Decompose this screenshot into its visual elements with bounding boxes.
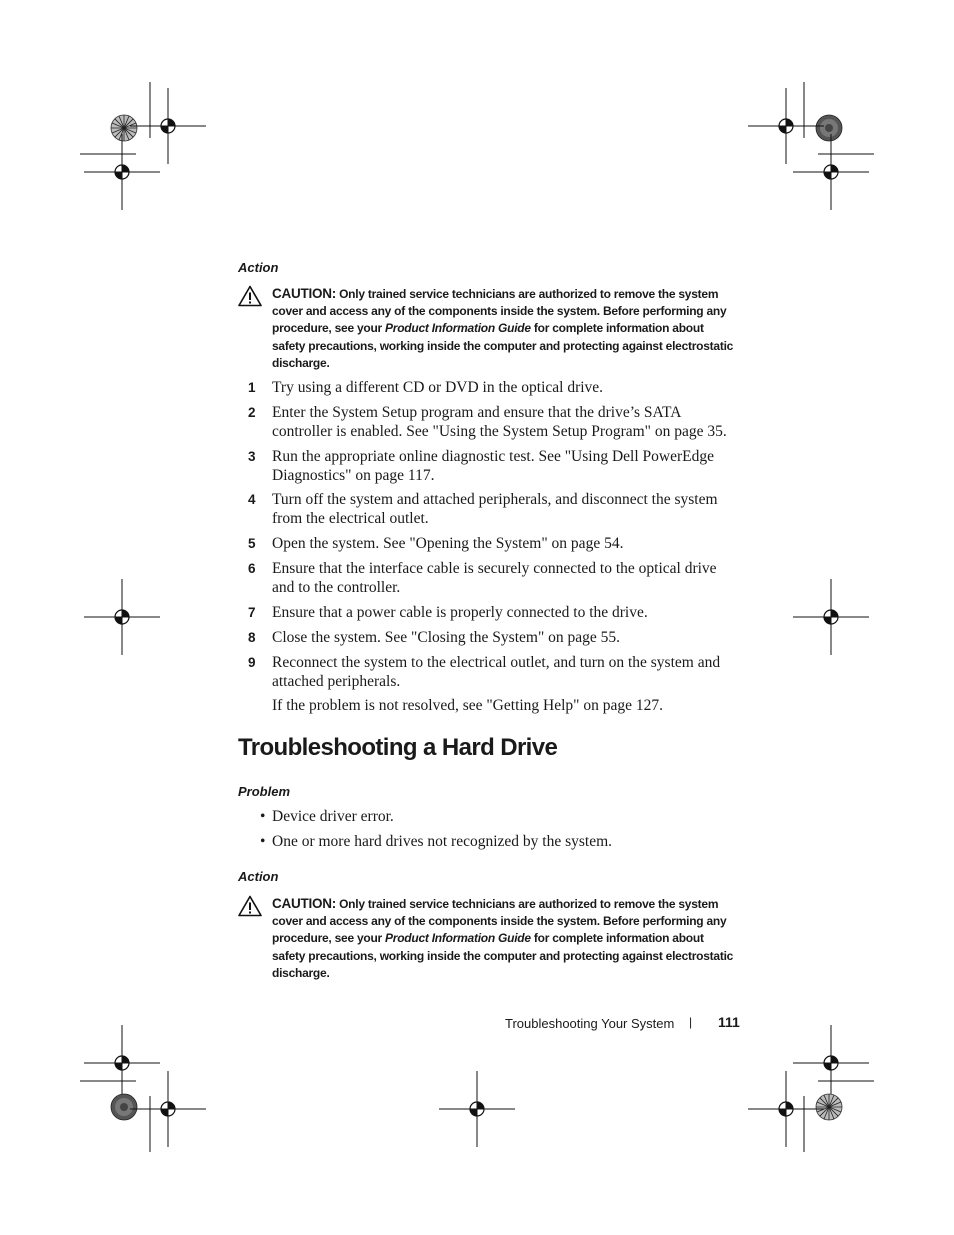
step-number: 3 — [248, 449, 256, 464]
followup-text: If the problem is not resolved, see "Getting Help" on page 127. — [272, 697, 664, 714]
step-8 — [238, 628, 738, 647]
step-text: Run the appropriate online diagnostic test. See "Using Dell PowerEdge Diagnostics" on page 117. — [272, 448, 714, 484]
step-7 — [238, 603, 738, 622]
caution-notice — [238, 895, 738, 982]
step-3 — [238, 447, 738, 485]
step-text: Close the system. See "Closing the System" on page 55. — [272, 629, 621, 646]
step-5 — [238, 534, 738, 553]
footer-separator: | — [689, 1015, 693, 1029]
step-6 — [238, 559, 738, 597]
caution-notice — [238, 285, 738, 372]
warning-triangle-icon — [238, 285, 262, 307]
step-1 — [238, 378, 738, 397]
action-label: Action — [238, 260, 279, 275]
bullet-item — [238, 807, 738, 826]
problem-label: Problem — [238, 784, 291, 799]
step-text: Enter the System Setup program and ensure that the drive’s SATA controller is enabled. See "Using the System Setup Program" on page 35. — [272, 404, 727, 440]
step-text: Ensure that the interface cable is securely connected to the optical drive and to the controller. — [272, 560, 717, 596]
bullet-text: One or more hard drives not recognized by the system. — [272, 833, 613, 850]
caution-text — [272, 285, 738, 372]
step-9 — [238, 653, 738, 691]
step-number: 6 — [248, 561, 256, 576]
bullet-text: Device driver error. — [272, 808, 394, 825]
step-number: 5 — [248, 536, 256, 551]
action-label: Action — [238, 869, 279, 884]
bullet-dot-icon: • — [260, 833, 266, 850]
guide-title: Product Information Guide — [385, 321, 531, 336]
step-text: Try using a different CD or DVD in the optical drive. — [272, 379, 604, 396]
caution-body: Only trained service technicians are authorized to remove the system cover and access any of the components inside the system. Before performing any procedure, see your — [272, 897, 727, 946]
caution-body-end: for complete information about safety precautions, working inside the computer and protecting against electrostatic discharge. — [272, 931, 734, 980]
step-number: 7 — [248, 605, 256, 620]
page-number: 111 — [718, 1014, 740, 1030]
caution-body: Only trained service technicians are authorized to remove the system cover and access any of the components inside the system. Before performing any procedure, see your — [272, 287, 727, 336]
footer-chapter: Troubleshooting Your System — [505, 1016, 675, 1031]
bullet-item — [238, 832, 738, 851]
step-number: 1 — [248, 380, 256, 395]
step-2 — [238, 403, 738, 441]
caution-label: CAUTION: — [272, 896, 336, 911]
step-number: 9 — [248, 655, 256, 670]
caution-text — [272, 895, 738, 982]
caution-label: CAUTION: — [272, 286, 336, 301]
section-heading: Troubleshooting a Hard Drive — [238, 734, 558, 761]
caution-body-end: for complete information about safety precautions, working inside the computer and protecting against electrostatic discharge. — [272, 321, 734, 370]
step-number: 4 — [248, 492, 256, 507]
step-text: Turn off the system and attached peripherals, and disconnect the system from the electrical outlet. — [272, 491, 718, 527]
warning-triangle-icon — [238, 895, 262, 917]
step-number: 2 — [248, 405, 256, 420]
step-text: Open the system. See "Opening the System" on page 54. — [272, 535, 624, 552]
step-4 — [238, 490, 738, 528]
bullet-dot-icon: • — [260, 808, 266, 825]
step-number: 8 — [248, 630, 256, 645]
guide-title: Product Information Guide — [385, 931, 531, 946]
step-text: Ensure that a power cable is properly connected to the drive. — [272, 604, 648, 621]
step-text: Reconnect the system to the electrical outlet, and turn on the system and attached peripherals. — [272, 654, 721, 690]
